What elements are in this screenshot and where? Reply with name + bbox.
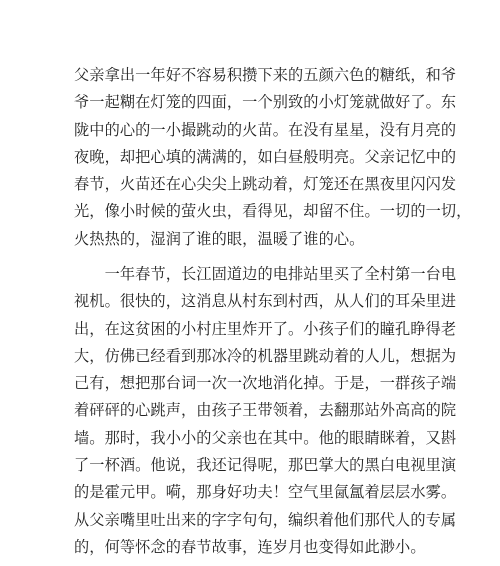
paragraph-television-memory (74, 261, 457, 561)
paragraph-lantern-memory (74, 62, 472, 253)
text-line: 大，仿佛已经看到那冰冷的机器里跳动着的人儿，想据为 (74, 346, 457, 365)
text-line: 视机。很快的，这消息从村东到村西，从人们的耳朵里进 (74, 292, 457, 311)
text-line: 春节，火苗还在心尖尖上跳动着，灯笼还在黑夜里闪闪发 (74, 175, 457, 194)
text-line: 的，何等怀念的春节故事，连岁月也变得如此渺小。 (74, 537, 426, 556)
text-line: 出，在这贫困的小村庄里炸开了。小孩子们的瞳孔睁得老 (74, 319, 457, 338)
text-line: 墙。那时，我小小的父亲也在其中。他的眼睛眯着，又斟 (74, 428, 457, 447)
text-line: 己有，想把那台词一次一次地消化掉。于是，一群孩子端 (74, 374, 457, 393)
text-line: 的是霍元甲。嗬，那身好功夫！空气里氤氲着层层水雾。 (74, 483, 457, 502)
text-line: 从父亲嘴里吐出来的字字句句，编织着他们那代人的专属 (74, 510, 457, 529)
text-line: 爷一起糊在灯笼的四面，一个别致的小灯笼就做好了。东 (74, 93, 457, 112)
text-line: 着砰砰的心跳声，由孩子王带领着，去翻那站外高高的院 (74, 401, 457, 420)
text-line: 夜晚，却把心填的满满的，如白昼般明亮。父亲记忆中的 (74, 147, 457, 166)
text-line: 了一杯酒。他说，我还记得呢，那巴掌大的黑白电视里演 (74, 456, 457, 475)
text-line: 一年春节，长江固道边的电排站里买了全村第一台电 (74, 265, 457, 283)
text-line: 光，像小时候的萤火虫，看得见，却留不住。一切的一切， (74, 202, 472, 221)
text-line: 火热热的，湿润了谁的眼，温暖了谁的心。 (74, 229, 365, 248)
text-line: 父亲拿出一年好不容易积攒下来的五颜六色的糖纸，和爷 (74, 66, 457, 84)
text-line: 陇中的心的一小撮跳动的火苗。在没有星星，没有月亮的 (74, 120, 457, 139)
